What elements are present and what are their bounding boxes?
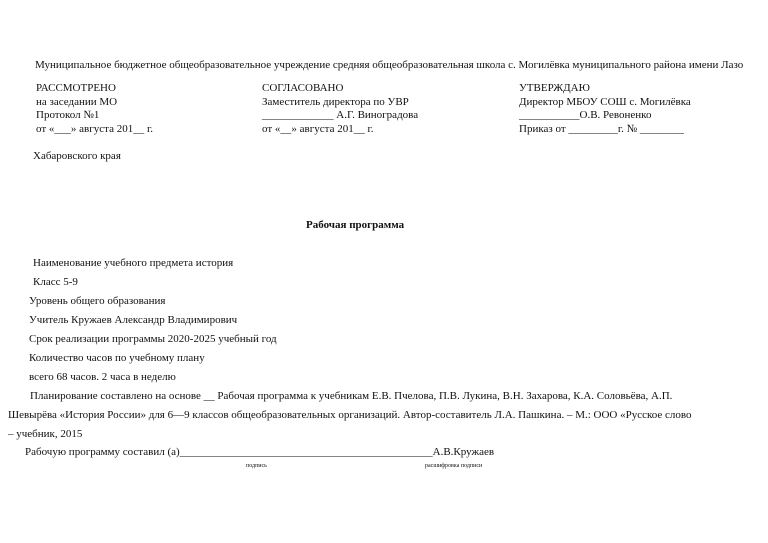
author-line: Рабочую программу составил (а)______________________________________________А.В.Кружаев xyxy=(25,446,495,458)
school-name: Муниципальное бюджетное общеобразовательное учреждение средняя общеобразовательная школа с. Могилёвка муниципального района имени Лазо xyxy=(35,59,744,71)
planning-text: Планирование составлено на основе __ Рабочая программа к учебникам Е.В. Пчелова, П.В. Лукина, В.Н. Захарова, К.А. Соловьёва, А.П. Шевырёва «История России» для 6—9 классов общеобразовательных организаций. Автор-составитель Л.А. Пашкина. – М.: ООО «Русское слово – учебник, 2015 xyxy=(8,390,692,440)
region-name: Хабаровского края xyxy=(33,150,121,162)
approval-reviewed-title: РАССМОТРЕНО xyxy=(36,82,116,94)
decode-caption: расшифровка подписи xyxy=(425,463,483,469)
approval-reviewed xyxy=(36,82,153,136)
approval-reviewed-line1: на заседании МО xyxy=(36,95,118,108)
hours-label-line: Количество часов по учебному плану xyxy=(29,352,205,364)
approval-approved-line2: ___________О.В. Ревоненко xyxy=(519,109,652,121)
approval-agreed-line2: _____________ А.Г. Виноградова xyxy=(262,109,419,121)
approval-agreed-line3: от «__» августа 201__ г. xyxy=(262,122,374,135)
approval-agreed xyxy=(262,82,418,136)
grade-line: Класс 5-9 xyxy=(33,276,78,288)
planning-paragraph xyxy=(8,387,698,444)
approval-agreed-title: СОГЛАСОВАНО xyxy=(262,82,344,94)
approval-approved-line3: Приказ от _________г. № ________ xyxy=(519,122,684,135)
approval-reviewed-line2: Протокол №1 xyxy=(36,109,100,121)
approval-approved xyxy=(519,82,691,136)
level-line: Уровень общего образования xyxy=(29,295,166,307)
document-title: Рабочая программа xyxy=(306,219,405,231)
hours-total-line: всего 68 часов. 2 часа в неделю xyxy=(29,371,176,383)
subject-line: Наименование учебного предмета история xyxy=(33,257,234,269)
approval-approved-title: УТВЕРЖДАЮ xyxy=(519,82,590,94)
approval-approved-line1: Директор МБОУ СОШ с. Могилёвка xyxy=(519,95,691,108)
teacher-line: Учитель Кружаев Александр Владимирович xyxy=(29,314,238,326)
signature-caption: подпись xyxy=(246,463,267,469)
term-line: Срок реализации программы 2020-2025 учебный год xyxy=(29,333,277,345)
approval-reviewed-line3: от «___» августа 201__ г. xyxy=(36,122,153,135)
approval-agreed-line1: Заместитель директора по УВР xyxy=(262,95,409,108)
